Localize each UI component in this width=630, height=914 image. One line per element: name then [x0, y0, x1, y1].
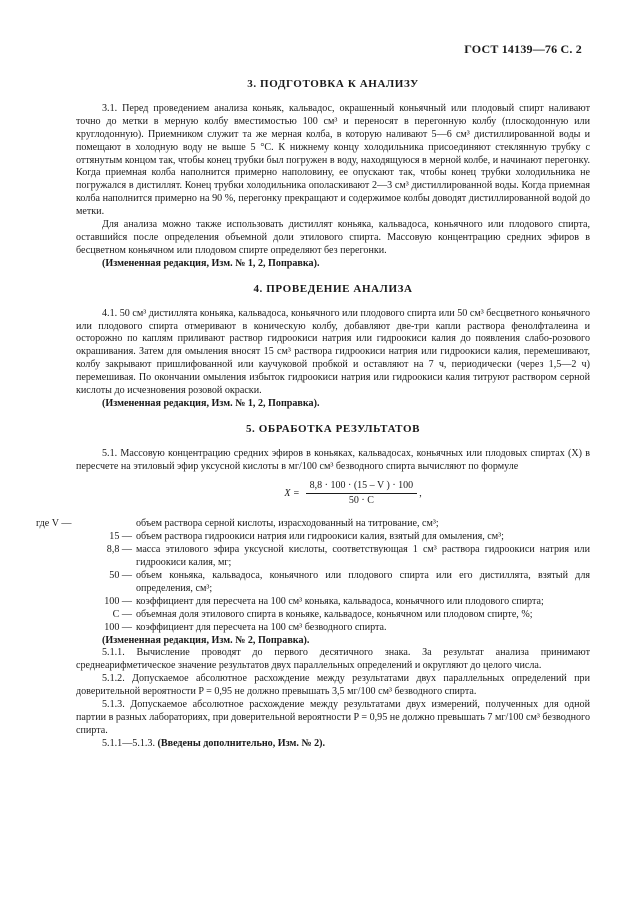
paragraph-5-1-last [76, 738, 590, 751]
legend-row [36, 570, 590, 596]
legend-text: объем коньяка, кальвадоса, коньячного или плодового спирта или его дистиллята, взятый для определения, см³; [136, 570, 590, 594]
legend-text: объем раствора серной кислоты, израсходованный на титрование, см³; [136, 518, 439, 530]
addition-note: (Введены дополнительно, Изм. № 2). [157, 737, 326, 749]
revision-note-4: (Измененная редакция, Изм. № 1, 2, Поправка). [102, 397, 320, 409]
section-3 [76, 78, 590, 271]
section-4 [76, 283, 590, 411]
revision-note-5: (Измененная редакция, Изм. № 2, Поправка). [102, 634, 310, 646]
legend-row [36, 609, 590, 622]
legend-text: объем раствора гидроокиси натрия или гидроокиси калия, взятый для омыления, см³; [136, 531, 504, 543]
formula-legend [36, 518, 590, 634]
legend-row [36, 531, 590, 544]
legend-text: объемная доля этилового спирта в коньяке, кальвадосе, коньячном или плодовом спирте, %; [136, 608, 533, 620]
legend-row [36, 518, 590, 531]
legend-row [36, 596, 590, 609]
legend-text: коэффициент для пересчета на 100 см³ безводного спирта. [136, 621, 387, 633]
document-body [36, 78, 590, 763]
section-5 [36, 422, 590, 751]
paragraph-4-1: 4.1. 50 см³ дистиллята коньяка, кальвадоса, коньячного или плодового спирта или 50 см³ бесцветного коньячного или плодового спирта отмеривают в коническую колбу, добавляют две-три капли раствора фенолфталеина и осторожно по каплям приливают раствор гидроокиси натрия или гидроокиси калия до появления слабо-розового окрашивания. Затем для омыления вносят 15 см³ раствора гидроокиси натрия или гидроокиси калия, перемешивают, колбу закрывают пришлифованной или каучуковой пробкой и оставляют на 7 ч, периодически (через 1,5—2 ч) перемешивая. По окончании омыления избыток гидроокиси натрия или гидроокиси калия титруют раствором серной кислоты до исчезновения розовой окраски. [76, 307, 590, 397]
paragraph-5-1-2: 5.1.2. Допускаемое абсолютное расхождение между результатами двух параллельных определений при доверительной вероятности P = 0,95 не должно превышать 3,5 мг/100 см³ безводного спирта. [76, 673, 590, 698]
paragraph-range: 5.1.1—5.1.3. [102, 737, 155, 749]
legend-row [36, 544, 590, 570]
formula [116, 480, 590, 509]
legend-row [36, 622, 590, 635]
formula-tail: , [419, 487, 422, 499]
legend-symbol: C — [112, 608, 132, 620]
legend-symbol: 50 — [109, 570, 132, 581]
section-5-title: 5. ОБРАБОТКА РЕЗУЛЬТАТОВ [245, 422, 421, 435]
legend-symbol: 100 — [104, 595, 132, 607]
section-3-title: 3. ПОДГОТОВКА К АНАЛИЗУ [247, 78, 419, 90]
revision-note-3: (Измененная редакция, Изм. № 1, 2, Поправка). [102, 257, 320, 269]
legend-symbol: 8,8 — [106, 544, 132, 556]
formula-denominator: 50 · C [348, 495, 374, 507]
paragraph-5-1-3: 5.1.3. Допускаемое абсолютное расхождение между результатами двух измерений, полученных для одной партии в разных лабораториях, при доверительной вероятности P = 0,95 не должно превышать 7 мг/100 см³ безводного спирта. [76, 699, 590, 736]
section-4-title: 4. ПРОВЕДЕНИЕ АНАЛИЗА [253, 282, 413, 295]
paragraph-5-1-1: 5.1.1. Вычисление проводят до первого десятичного знака. За результат анализа принимают среднеарифметическое значение результатов двух параллельных определений и округляют до целого числа. [76, 647, 590, 672]
formula-lhs: X = [284, 487, 300, 499]
paragraph-3-1-b: Для анализа можно также использовать дистиллят коньяка, кальвадоса, коньячного или плодового спирта, оставшийся после определения объемной доли этилового спирта. Массовую концентрацию средних эфиров в бесцветном коньячном или плодовом спирте определяют без перегонки. [76, 219, 590, 256]
paragraph-5-1: 5.1. Массовую концентрацию средних эфиров в коньяках, кальвадосах, коньячных или плодовых спиртах (X) в пересчете на этиловый эфир уксусной кислоты в мг/100 см³ безводного спирта вычисляют по формуле [76, 447, 590, 472]
legend-symbol: 15 — [109, 531, 132, 543]
page-header: ГОСТ 14139—76 С. 2 [464, 42, 582, 56]
legend-symbol: 100 — [104, 621, 132, 633]
legend-text: коэффициент для пересчета на 100 см³ коньяка, кальвадоса, коньячного или плодового спирта; [136, 595, 544, 607]
formula-numerator: 8,8 · 100 · (15 – V ) · 100 [306, 480, 418, 495]
paragraph-3-1: 3.1. Перед проведением анализа коньяк, кальвадос, окрашенный коньячный или плодовый спирт наливают точно до метки в мерную колбу вместимостью 100 см³ и переносят в перегонную колбу (плоскодонную или круглодонную). Приемником служит та же мерная колба, в которую наливают 5—6 см³ дистиллированной воды и помещают в холодную воду не выше 5 °С. К нижнему концу холодильника присоединяют стеклянную трубку с оттянутым концом так, чтобы конец трубки был погружен в воду, находящуюся в мерной колбе, и начинают перегонку. Когда приемная колба наполнится примерно наполовину, ее опускают так, чтобы конец трубки холодильника не погружался в дистиллят. Конец трубки холодильника ополаскивают 2—3 см³ дистиллированной воды. Когда приемная колба наполнится примерно на 90 %, перегонку прекращают и содержимое колбы доводят дистиллированной водой до метки. [76, 102, 590, 218]
formula-fraction [306, 480, 418, 509]
legend-text: масса этилового эфира уксусной кислоты, соответствующая 1 см³ раствора гидроокиси натрия или гидроокиси калия, мг; [136, 544, 590, 569]
legend-symbol: где V — [36, 518, 72, 530]
